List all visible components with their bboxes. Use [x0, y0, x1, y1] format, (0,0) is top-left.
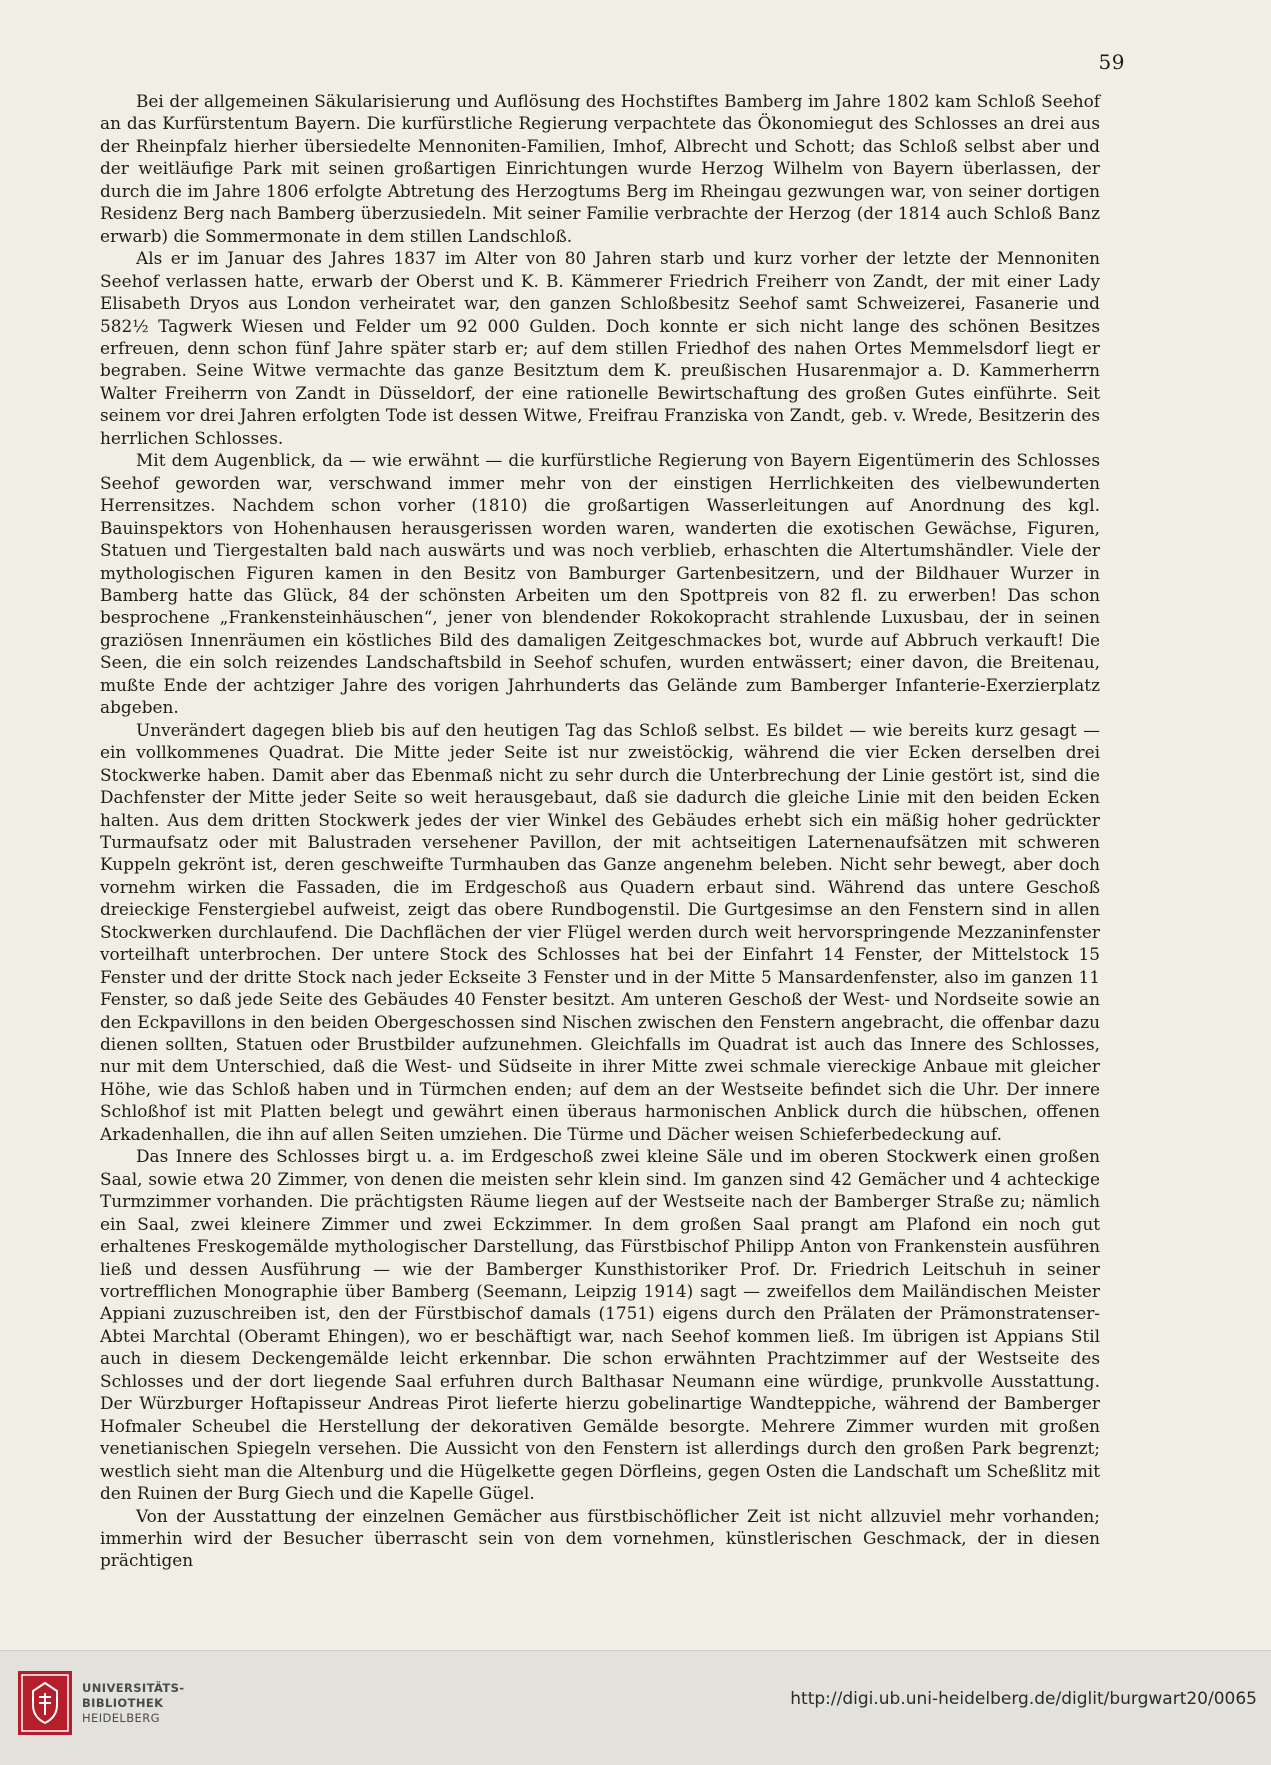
paragraph-6: Von der Ausstattung der einzelnen Gemächer aus fürstbischöflicher Zeit ist nicht allzuviel mehr vorhanden; immerhin wird der Besucher überrascht sein von dem vornehmen, künstlerischen Geschmack, der in diesen prächtigen [100, 1505, 1100, 1571]
paragraph-5: Das Innere des Schlosses birgt u. a. im Erdgeschoß zwei kleine Säle und im oberen Stockwerk einen großen Saal, sowie etwa 20 Zimmer, von denen die meisten sehr klein sind. Im ganzen sind 42 Gemächer und 4 achteckige Turmzimmer vorhanden. Die prächtigsten Räume liegen auf der Westseite nach der Bamberger Straße zu; nämlich ein Saal, zwei kleinere Zimmer und zwei Eckzimmer. In dem großen Saal prangt am Plafond ein noch gut erhaltenes Freskogemälde mythologischer Darstellung, das Fürstbischof Philipp Anton von Frankenstein ausführen ließ und dessen Ausführung — wie der Bamberger Kunsthistoriker Prof. Dr. Friedrich Leitschuh in seiner vortrefflichen Monographie über Bamberg (Seemann, Leipzig 1914) sagt — zweifellos dem Mailändischen Meister Appiani zuzuschreiben ist, den der Fürstbischof damals (1751) eigens durch den Prälaten der Prämonstratenser-Abtei Marchtal (Oberamt Ehingen), wo er beschäftigt war, nach Seehof kommen ließ. Im übrigen ist Appians Stil auch in diesem Deckengemälde leicht erkennbar. Die schon erwähnten Prachtzimmer auf der Westseite des Schlosses und der dort liegende Saal erfuhren durch Balthasar Neumann eine würdige, prunkvolle Ausstattung. Der Würzburger Hoftapisseur Andreas Pirot lieferte hierzu gobelinartige Wandteppiche, während der Bamberger Hofmaler Scheubel die Herstellung der dekorativen Gemälde besorgte. Mehrere Zimmer wurden mit großen venetianischen Spiegeln versehen. Die Aussicht von den Fenstern ist allerdings durch den großen Park begrenzt; westlich sieht man die Altenburg und die Hügelkette gegen Dörfleins, gegen Osten die Landschaft um Scheßlitz mit den Ruinen der Burg Giech und die Kapelle Gügel. [100, 1146, 1100, 1504]
library-logo[interactable] [18, 1671, 184, 1735]
paragraph-1: Bei der allgemeinen Säkularisierung und Auflösung des Hochstiftes Bamberg im Jahre 1802 kam Schloß Seehof an das Kurfürstentum Bayern. Die kurfürstliche Regierung verpachtete das Ökonomiegut des Schlosses an drei aus der Rheinpfalz hierher übersiedelte Mennoniten-Familien, Imhof, Albrecht und Schott; das Schloß selbst aber und der weitläufige Park mit seinen großartigen Einrichtungen wurde Herzog Wilhelm von Bayern überlassen, der durch die im Jahre 1806 erfolgte Abtretung des Herzogtums Berg im Rheingau gezwungen war, von seiner dortigen Residenz Berg nach Bamberg überzusiedeln. Mit seiner Familie verbrachte der Herzog (der 1814 auch Schloß Banz erwarb) die Sommermonate in dem stillen Landschloß. [100, 91, 1100, 246]
university-seal-icon [18, 1671, 72, 1735]
library-name-line-1: UNIVERSITÄTS- [82, 1680, 185, 1695]
paragraph-4: Unverändert dagegen blieb bis auf den heutigen Tag das Schloß selbst. Es bildet — wie bereits kurz gesagt — ein vollkommenes Quadrat. Die Mitte jeder Seite ist nur zweistöckig, während die vier Ecken derselben drei Stockwerke haben. Damit aber das Ebenmaß nicht zu sehr durch die Unterbrechung der Linie gestört ist, sind die Dachfenster der Mitte jeder Seite so weit herausgebaut, daß sie dadurch die gleiche Linie mit den beiden Ecken halten. Aus dem dritten Stockwerk jedes der vier Winkel des Gebäudes erhebt sich ein mäßig hoher gedrückter Turmaufsatz oder mit Balustraden versehener Pavillon, der mit achtseitigen Laternenaufsätzen mit schweren Kuppeln gekrönt ist, deren geschweifte Turmhauben das Ganze angenehm beleben. Nicht sehr bewegt, aber doch vornehm wirken die Fassaden, die im Erdgeschoß aus Quadern erbaut sind. Während das untere Geschoß dreieckige Fenstergiebel aufweist, zeigt das obere Rundbogenstil. Die Gurtgesimse an den Fenstern sind in allen Stockwerken durchlaufend. Die Dachflächen der vier Flügel werden durch weit hervorspringende Mezzaninfenster vorteilhaft unterbrochen. Der untere Stock des Schlosses hat bei der Einfahrt 14 Fenster, der Mittelstock 15 Fenster und der dritte Stock nach jeder Eckseite 3 Fenster und in der Mitte 5 Mansardenfenster, also im ganzen 11 Fenster, so daß jede Seite des Gebäudes 40 Fenster besitzt. Am unteren Geschoß der West- und Nordseite sowie an den Eckpavillons in den beiden Obergeschossen sind Nischen zwischen den Fenstern angebracht, die offenbar dazu dienen sollten, Statuen oder Brustbilder aufzunehmen. Gleichfalls im Quadrat ist auch das Innere des Schlosses, nur mit dem Unterschied, daß die West- und Südseite in ihrer Mitte zwei schmale viereckige Anbaue mit gleicher Höhe, wie das Schloß haben und in Türmchen enden; auf dem an der Westseite befindet sich die Uhr. Der innere Schloßhof ist mit Platten belegt und gewährt einen überaus harmonischen Anblick durch die hübschen, offenen Arkadenhallen, die ihn auf allen Seiten umziehen. Die Türme und Dächer weisen Schieferbedeckung auf. [100, 719, 1100, 1144]
paragraph-3: Mit dem Augenblick, da — wie erwähnt — die kurfürstliche Regierung von Bayern Eigentümerin des Schlosses Seehof geworden war, verschwand immer mehr von der einstigen Herrlichkeiten des vielbewunderten Herrensitzes. Nachdem schon vorher (1810) die großartigen Wasserleitungen auf Anordnung des kgl. Bauinspektors von Hohenhausen herausgerissen worden waren, wanderten die exotischen Gewächse, Figuren, Statuen und Tiergestalten bald nach auswärts und was noch verblieb, erhaschten die Altertumshändler. Viele der mythologischen Figuren kamen in den Besitz von Bamburger Gartenbesitzern, und der Bildhauer Wurzer in Bamberg hatte das Glück, 84 der schönsten Arbeiten um den Spottpreis von 82 fl. zu erwerben! Das schon besprochene „Frankensteinhäuschen“, jener von blendender Rokokopracht strahlende Luxusbau, der in seinen graziösen Innenräumen ein köstliches Bild des damaligen Zeitgeschmackes bot, wurde auf Abbruch verkauft! Die Seen, die ein solch reizendes Landschaftsbild in Seehof schufen, wurden entwässert; einer davon, die Breitenau, mußte Ende der achtziger Jahre des vorigen Jahrhunderts das Gelände zum Bamberger Infanterie-Exerzierplatz abgeben. [100, 450, 1100, 718]
page-number: 59 [1098, 50, 1125, 74]
library-name-line-3: HEIDELBERG [82, 1710, 160, 1725]
body-text [100, 90, 1100, 1572]
viewer-footer [0, 1650, 1271, 1765]
library-name-line-2: BIBLIOTHEK [82, 1695, 164, 1710]
source-url[interactable]: http://digi.ub.uni-heidelberg.de/diglit/burgwart20/0065 [790, 1689, 1257, 1709]
paragraph-2: Als er im Januar des Jahres 1837 im Alter von 80 Jahren starb und kurz vorher der letzte der Mennoniten Seehof verlassen hatte, erwarb der Oberst und K. B. Kämmerer Friedrich Freiherr von Zandt, der mit einer Lady Elisabeth Dryos aus London verheiratet war, den ganzen Schloßbesitz Seehof samt Schweizerei, Fasanerie und 582½ Tagwerk Wiesen und Felder um 92 000 Gulden. Doch konnte er sich nicht lange des schönen Besitzes erfreuen, denn schon fünf Jahre später starb er; auf dem stillen Friedhof des nahen Ortes Memmelsdorf liegt er begraben. Seine Witwe vermachte das ganze Besitztum dem K. preußischen Husarenmajor a. D. Kammerherrn Walter Freiherrn von Zandt in Düsseldorf, der eine rationelle Bewirtschaftung des großen Gutes einführte. Seit seinem vor drei Jahren erfolgten Tode ist dessen Witwe, Freifrau Franziska von Zandt, geb. v. Wrede, Besitzerin des herrlichen Schlosses. [100, 248, 1100, 448]
library-name [82, 1681, 184, 1726]
